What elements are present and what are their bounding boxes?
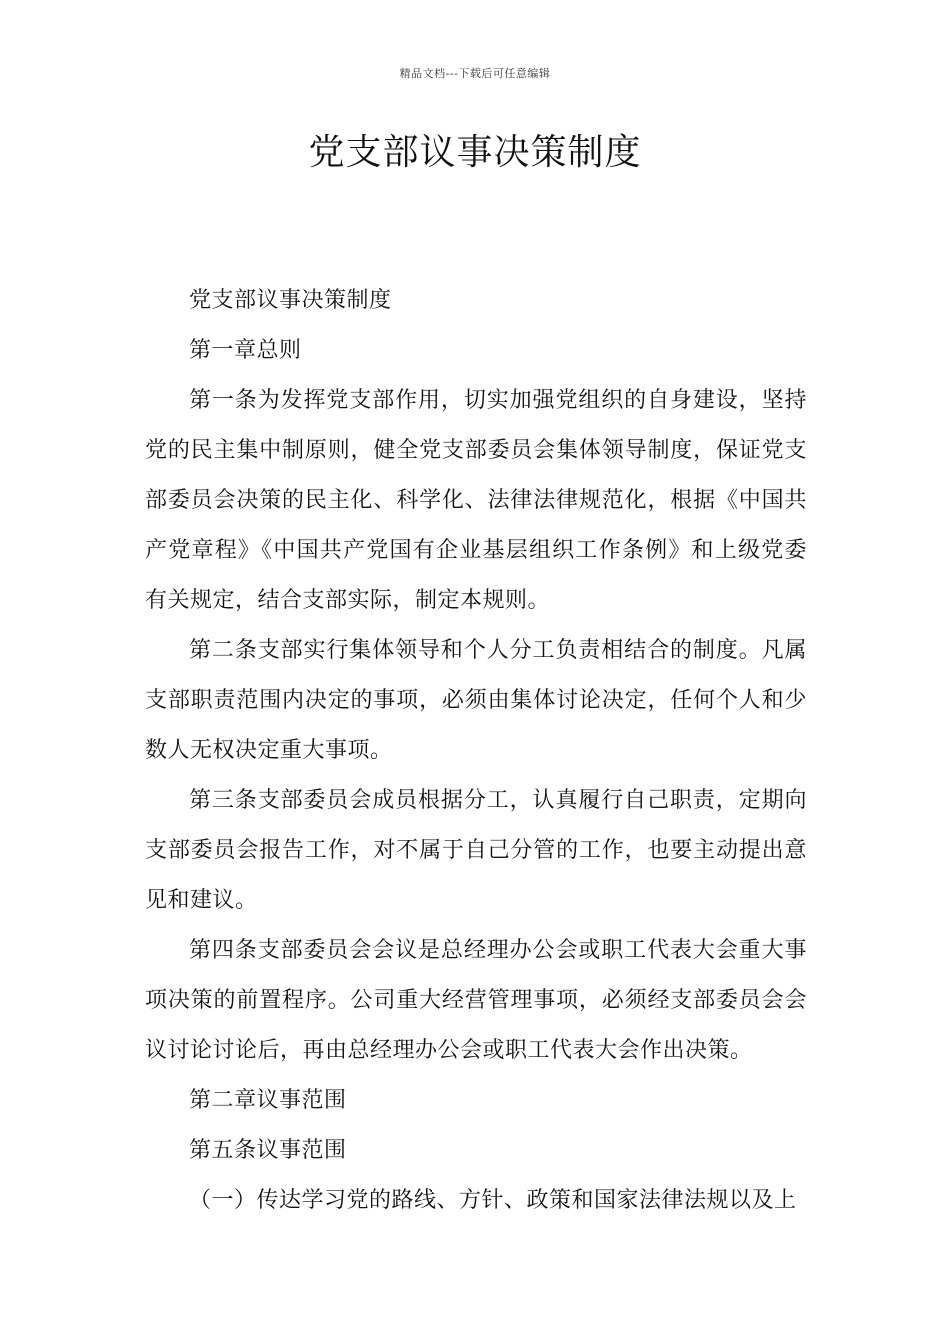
paragraph-article-3: 第三条支部委员会成员根据分工，认真履行自己职责，定期向支部委员会报告工作，对不属于自己分管的工作，也要主动提出意见和建议。 <box>145 788 807 913</box>
paragraph-chapter-1: 第一章总则 <box>189 338 302 363</box>
paragraph-item-1: （一）传达学习党的路线、方针、政策和国家法律法规以及上 <box>189 1188 797 1213</box>
paragraph-chapter-2: 第二章议事范围 <box>189 1088 347 1113</box>
header-note: 精品文档---下载后可任意编辑 <box>399 67 551 80</box>
document-title: 党支部议事决策制度 <box>308 132 642 173</box>
paragraph-subtitle: 党支部议事决策制度 <box>189 288 392 313</box>
document-body <box>145 276 807 1226</box>
paragraph-article-1: 第一条为发挥党支部作用，切实加强党组织的自身建设，坚持党的民主集中制原则，健全党支部委员会集体领导制度，保证党支部委员会决策的民主化、科学化、法律法律规范化，根据《中国共产党章程》《中国共产党国有企业基层组织工作条例》和上级党委有关规定，结合支部实际，制定本规则。 <box>145 388 807 613</box>
paragraph-article-2: 第二条支部实行集体领导和个人分工负责相结合的制度。凡属支部职责范围内决定的事项，必须由集体讨论决定，任何个人和少数人无权决定重大事项。 <box>145 638 807 763</box>
paragraph-article-5: 第五条议事范围 <box>189 1138 347 1163</box>
paragraph-article-4: 第四条支部委员会会议是总经理办公会或职工代表大会重大事项决策的前置程序。公司重大经营管理事项，必须经支部委员会会议讨论讨论后，再由总经理办公会或职工代表大会作出决策。 <box>145 938 807 1063</box>
